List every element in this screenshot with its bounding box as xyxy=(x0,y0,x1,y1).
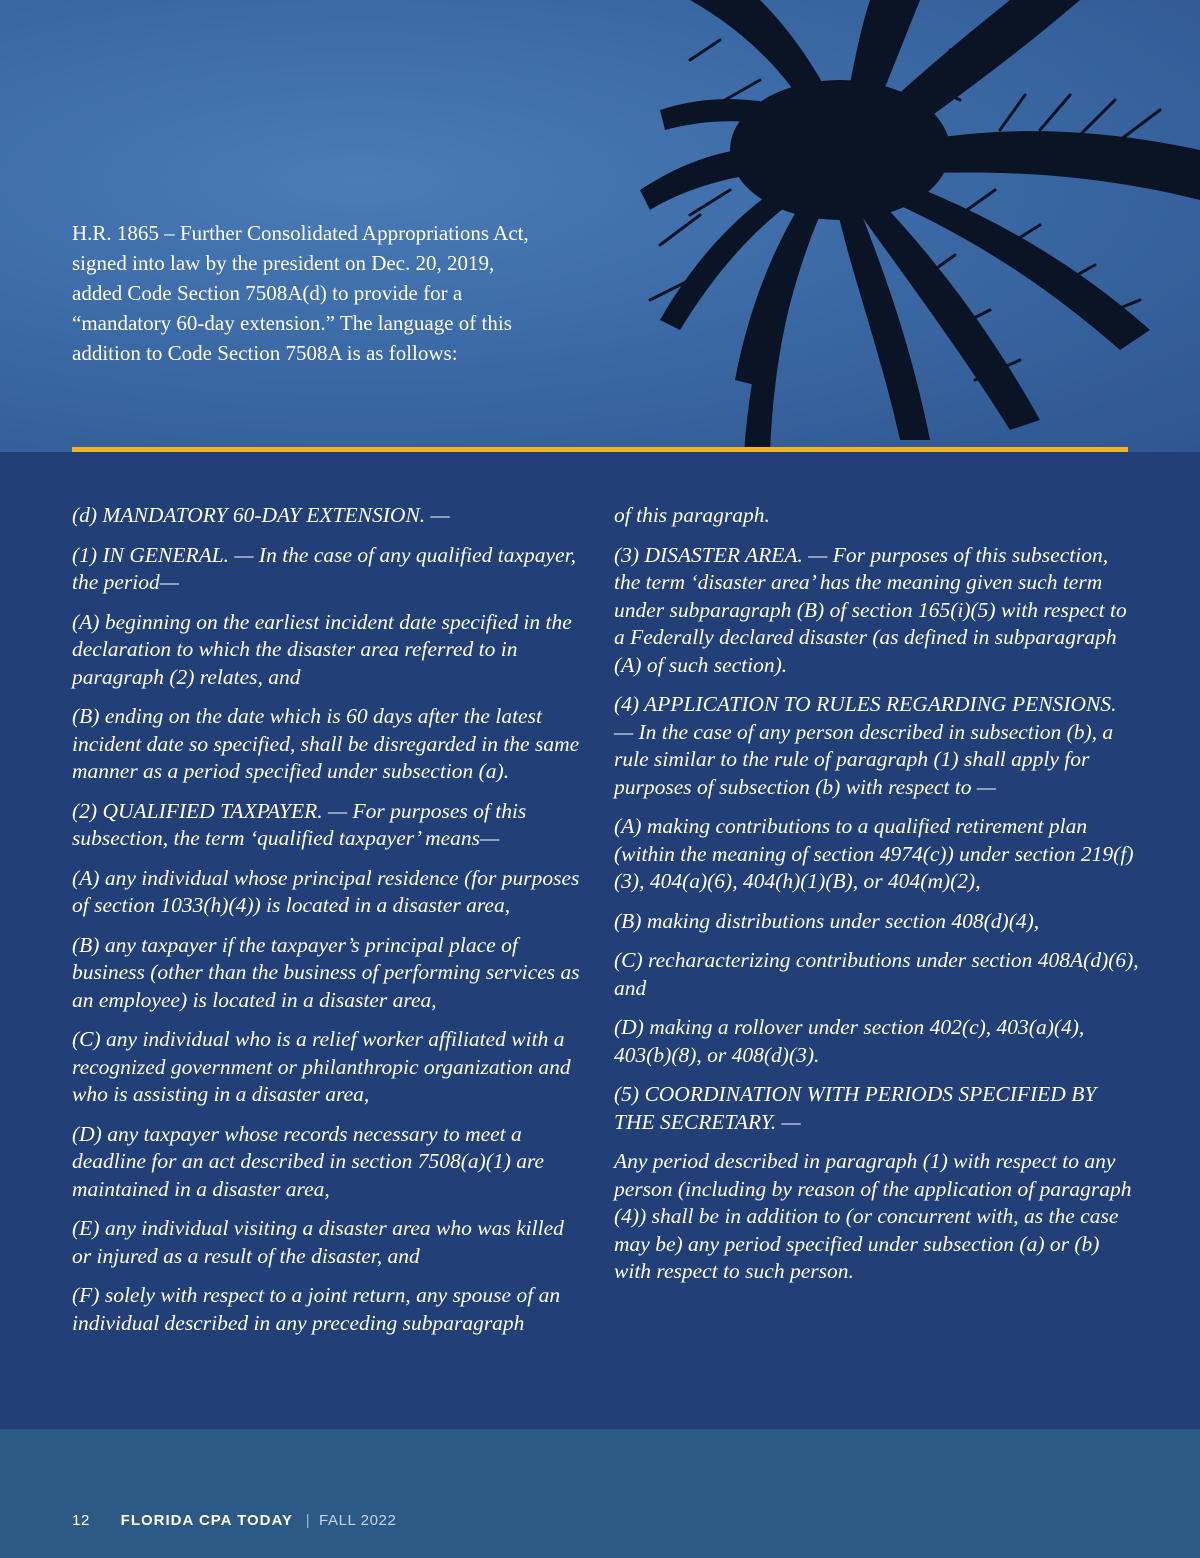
statute-paragraph: (A) making contributions to a qualified retirement plan (within the meaning of section 4974(c)) under section 219(f)(3), 404(a)(6), 404(h)(1)(B), or 404(m)(2), xyxy=(614,814,1134,893)
statute-paragraph: (d) MANDATORY 60-DAY EXTENSION. — xyxy=(72,503,450,527)
footer-separator: | xyxy=(305,1512,311,1529)
statute-paragraph: (C) any individual who is a relief worker affiliated with a recognized government or philanthropic organization and who is assisting in a disaster area, xyxy=(72,1027,571,1106)
statute-paragraph: (3) DISASTER AREA. — For purposes of this subsection, the term ‘disaster area’ has the meaning given such term under subparagraph (B) of section 165(i)(5) with respect to a Federally declared disaster (as defined in subparagraph (A) of such section). xyxy=(614,542,1127,677)
statute-paragraph: (A) any individual whose principal residence (for purposes of section 1033(h)(4)) is located in a disaster area, xyxy=(72,865,580,917)
statute-paragraph: (5) COORDINATION WITH PERIODS SPECIFIED BY THE SECRETARY. — xyxy=(614,1082,1097,1134)
statute-paragraph: (D) making a rollover under section 402(c), 403(a)(4), 403(b)(8), or 408(d)(3). xyxy=(614,1015,1085,1067)
statute-paragraph: (D) any taxpayer whose records necessary to meet a deadline for an act described in section 7508(a)(1) are maintained in a disaster area, xyxy=(72,1121,545,1201)
statute-paragraph: of this paragraph. xyxy=(614,503,770,527)
statute-column-left xyxy=(72,502,587,1349)
statute-paragraph: (B) ending on the date which is 60 days after the latest incident date so specified, shall be disregarded in the same manner as a period specified under subsection (a). xyxy=(72,704,580,783)
issue-label: FALL 2022 xyxy=(319,1512,397,1529)
statute-paragraph: (A) beginning on the earliest incident date specified in the declaration to which the disaster area referred to in paragraph (2) relates, and xyxy=(72,609,572,689)
statute-paragraph: (C) recharacterizing contributions under section 408A(d)(6), and xyxy=(614,948,1139,1000)
statute-paragraph: (B) any taxpayer if the taxpayer’s principal place of business (other than the business of performing services as an employee) is located in a disaster area, xyxy=(72,932,580,1012)
statute-paragraph: (B) making distributions under section 408(d)(4), xyxy=(614,908,1040,933)
statute-paragraph: (E) any individual visiting a disaster area who was killed or injured as a result of the disaster, and xyxy=(72,1216,564,1268)
page-footer xyxy=(72,1512,396,1529)
statute-paragraph: (4) APPLICATION TO RULES REGARDING PENSIONS. — In the case of any person described in subsection (b), a rule similar to the rule of paragraph (1) shall apply for purposes of subsection (b) with respect to — xyxy=(614,692,1117,799)
page-number: 12 xyxy=(72,1512,90,1529)
statute-paragraph: Any period described in paragraph (1) with respect to any person (including by reason of the application of paragraph (4)) shall be in addition to (or concurrent with, as the case may be) any period specified under subsection (a) or (b) with respect to such person. xyxy=(614,1149,1132,1283)
hero-photo xyxy=(0,0,1200,452)
footer-band xyxy=(0,1429,1200,1558)
statute-paragraph: (2) QUALIFIED TAXPAYER. — For purposes of this subsection, the term ‘qualified taxpayer’ means— xyxy=(72,798,527,850)
statute-paragraph: (F) solely with respect to a joint return, any spouse of an individual described in any preceding subparagraph xyxy=(72,1283,561,1335)
statute-column-right xyxy=(614,502,1139,1298)
publication-name: FLORIDA CPA TODAY xyxy=(120,1512,293,1529)
intro-paragraph: H.R. 1865 – Further Consolidated Appropriations Act, signed into law by the president on Dec. 20, 2019, added Code Section 7508A(d) to provide for a “mandatory 60-day extension.” The language of this addition to Code Section 7508A is as follows: xyxy=(72,221,529,365)
statute-paragraph: (1) IN GENERAL. — In the case of any qualified taxpayer, the period— xyxy=(72,542,576,594)
